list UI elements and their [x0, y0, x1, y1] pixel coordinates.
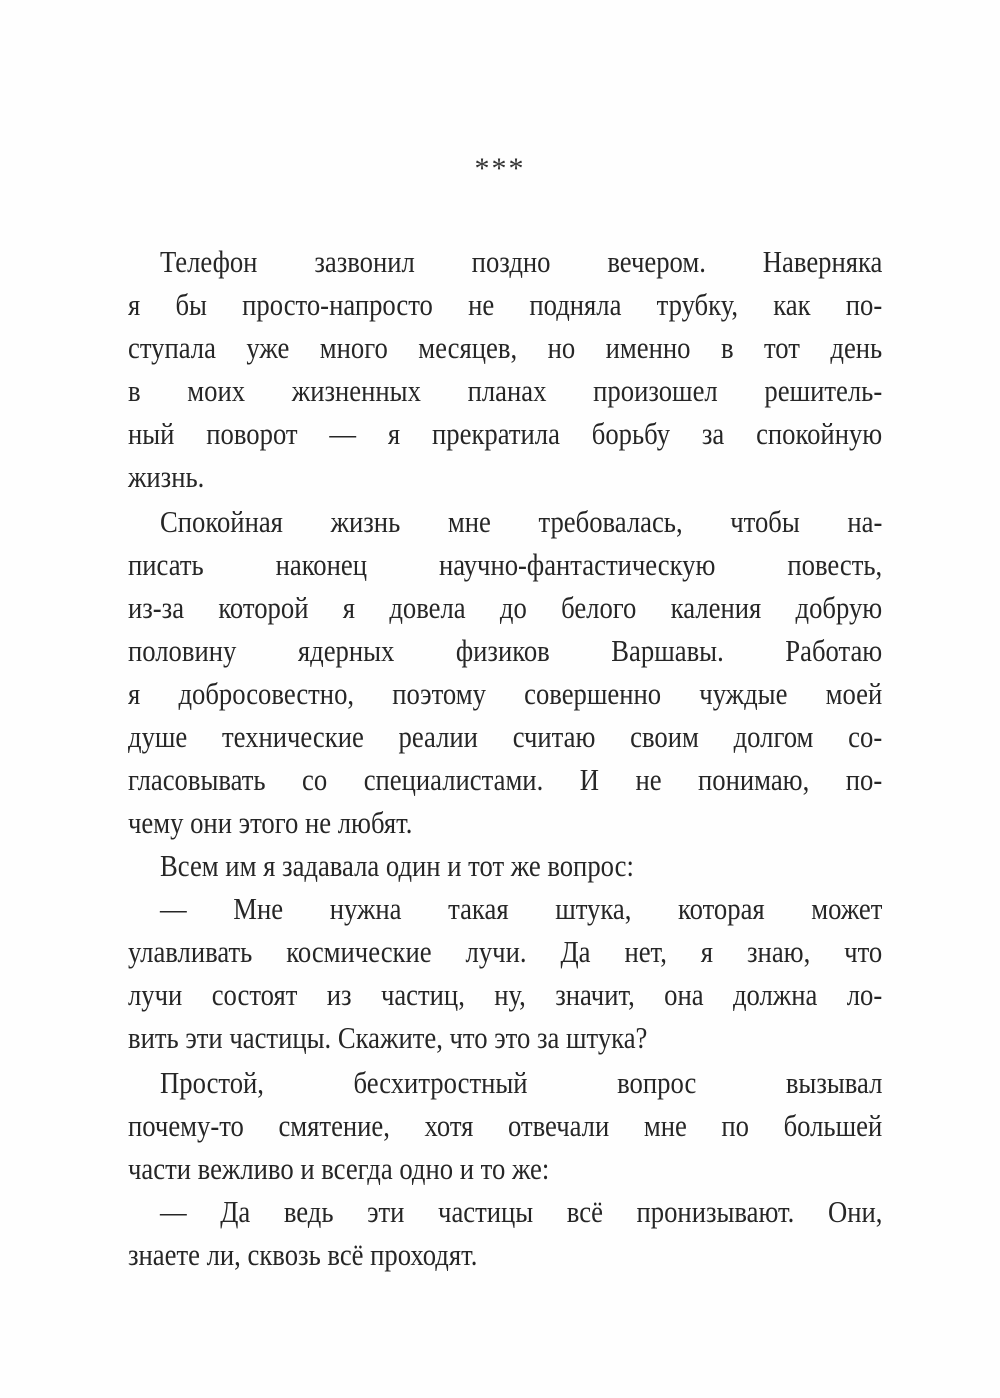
text-line: лучи состоят из частиц, ну, значит, она должна ло-	[128, 977, 883, 1012]
text-line: Простой, бесхитростный вопрос вызывал	[160, 1065, 883, 1100]
text-line: ступала уже много месяцев, но именно в тот день	[128, 330, 883, 365]
text-line: жизнь.	[128, 459, 205, 494]
text-line: улавливать космические лучи. Да нет, я знаю, что	[128, 934, 883, 969]
text-line: чему они этого не любят.	[128, 805, 413, 840]
text-line: Спокойная жизнь мне требовалась, чтобы на-	[160, 504, 883, 539]
text-line: я бы просто-напросто не подняла трубку, как по-	[128, 287, 883, 322]
text-line: почему-то смятение, хотя отвечали мне по большей	[128, 1108, 883, 1143]
text-line: Всем им я задавала один и тот же вопрос:	[160, 848, 634, 883]
text-line: половину ядерных физиков Варшавы. Работаю	[128, 633, 883, 668]
section-separator: ***	[474, 152, 526, 185]
text-line: в моих жизненных планах произошел решитель-	[128, 373, 883, 408]
text-line: ный поворот — я прекратила борьбу за спокойную	[128, 416, 883, 451]
text-line: Телефон зазвонил поздно вечером. Наверняка	[160, 244, 883, 279]
text-line: душе технические реалии считаю своим долгом со-	[128, 719, 883, 754]
text-line: — Мне нужна такая штука, которая может	[160, 891, 883, 926]
text-line: из-за которой я довела до белого каления добрую	[128, 590, 883, 625]
text-line: — Да ведь эти частицы всё пронизывают. Они,	[160, 1194, 883, 1229]
text-line: писать наконец научно-фантастическую повесть,	[128, 547, 883, 582]
text-line: знаете ли, сквозь всё проходят.	[128, 1237, 478, 1272]
text-line: части вежливо и всегда одно и то же:	[128, 1151, 550, 1186]
text-line: я добросовестно, поэтому совершенно чуждые моей	[128, 676, 883, 711]
text-line: вить эти частицы. Скажите, что это за штука?	[128, 1020, 648, 1055]
text-line: гласовывать со специалистами. И не понимаю, по-	[128, 762, 883, 797]
